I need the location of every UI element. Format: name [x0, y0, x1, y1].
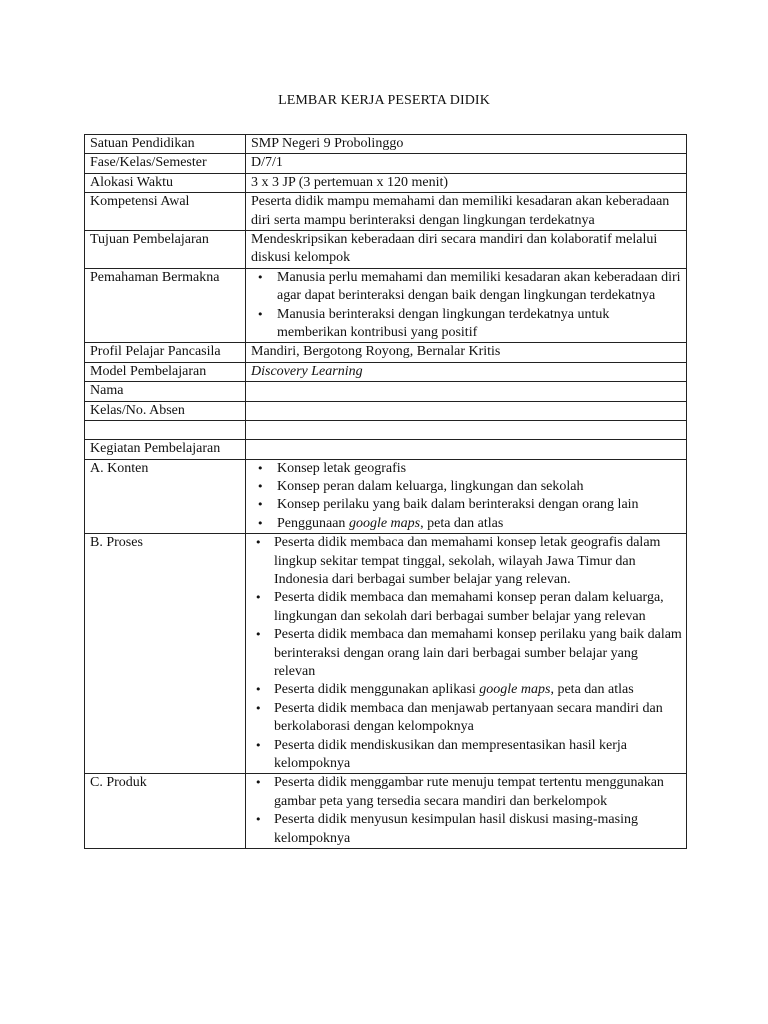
name-field[interactable] — [246, 382, 687, 401]
row-value: Mandiri, Bergotong Royong, Bernalar Kritis — [246, 343, 687, 362]
document-title: LEMBAR KERJA PESERTA DIDIK — [278, 93, 490, 108]
list-item: • Konsep letak geografis — [277, 460, 682, 478]
row-value: D/7/1 — [246, 154, 687, 173]
row-label: Kompetensi Awal — [85, 193, 246, 231]
table-row — [85, 440, 687, 459]
row-value: 3 x 3 JP (3 pertemuan x 120 menit) — [246, 173, 687, 192]
blank-cell — [246, 421, 687, 440]
row-label: Model Pembelajaran — [85, 362, 246, 381]
row-label: Alokasi Waktu — [85, 173, 246, 192]
bullet-list — [251, 460, 682, 534]
blank-cell — [85, 421, 246, 440]
list-item: • Konsep peran dalam keluarga, lingkungan dan sekolah — [277, 478, 682, 496]
table-row — [85, 382, 687, 401]
table-row — [85, 135, 687, 154]
row-label: Tujuan Pembelajaran — [85, 231, 246, 269]
bullet-list — [251, 269, 682, 343]
row-label: Pemahaman Bermakna — [85, 268, 246, 343]
list-item-text: , peta dan atlas — [550, 682, 634, 698]
list-item-text: Peserta didik menggunakan aplikasi — [274, 682, 480, 698]
row-value — [246, 268, 687, 343]
table-row — [85, 421, 687, 440]
blank-cell — [246, 440, 687, 459]
list-item: • Peserta didik menggambar rute menuju tempat tertentu menggunakan gambar peta yang tersedia secara mandiri dan berkelompok — [274, 774, 682, 811]
list-item-text: Penggunaan — [277, 515, 349, 531]
row-value — [246, 459, 687, 534]
list-item: • Manusia perlu memahami dan memiliki kesadaran akan keberadaan diri agar dapat berinteraksi dengan baik dengan lingkungan terdekatnya — [277, 269, 682, 306]
bullet-list — [251, 774, 682, 848]
list-item: • Peserta didik membaca dan memahami konsep perilaku yang baik dalam berinteraksi dengan orang lain dari berbagai sumber belajar yang relevan — [274, 626, 682, 681]
row-label: Fase/Kelas/Semester — [85, 154, 246, 173]
table-row — [85, 343, 687, 362]
table-row — [85, 774, 687, 849]
row-label: Kegiatan Pembelajaran — [85, 440, 246, 459]
row-label: Satuan Pendidikan — [85, 135, 246, 154]
table-row — [85, 231, 687, 269]
lkpd-table — [84, 134, 687, 849]
row-label: C. Produk — [85, 774, 246, 849]
list-item: • Konsep perilaku yang baik dalam berinteraksi dengan orang lain — [277, 496, 682, 514]
table-row — [85, 534, 687, 774]
class-number-field[interactable] — [246, 401, 687, 420]
table-row — [85, 268, 687, 343]
list-item: • Peserta didik membaca dan menjawab pertanyaan secara mandiri dan berkolaborasi dengan kelompoknya — [274, 700, 682, 737]
row-value: Discovery Learning — [246, 362, 687, 381]
list-item: • Peserta didik membaca dan memahami konsep peran dalam keluarga, lingkungan dan sekolah dari berbagai sumber belajar yang relevan — [274, 589, 682, 626]
list-item-italic: google maps — [479, 682, 551, 698]
row-value: Peserta didik mampu memahami dan memiliki kesadaran akan keberadaan diri serta mampu berinteraksi dengan lingkungan terdekatnya — [246, 193, 687, 231]
list-item: • Peserta didik mendiskusikan dan mempresentasikan hasil kerja kelompoknya — [274, 737, 682, 774]
row-value: SMP Negeri 9 Probolinggo — [246, 135, 687, 154]
table-row — [85, 173, 687, 192]
row-label: Nama — [85, 382, 246, 401]
row-label: Kelas/No. Absen — [85, 401, 246, 420]
list-item: • Peserta didik membaca dan memahami konsep letak geografis dalam lingkup sekitar tempat tinggal, sekolah, wilayah Jawa Timur dan Indonesia dari berbagai sumber belajar yang relevan. — [274, 534, 682, 589]
table-row — [85, 193, 687, 231]
row-label: B. Proses — [85, 534, 246, 774]
row-value: Mendeskripsikan keberadaan diri secara mandiri dan kolaboratif melalui diskusi kelompok — [246, 231, 687, 269]
table-row — [85, 154, 687, 173]
row-label: A. Konten — [85, 459, 246, 534]
table-row — [85, 459, 687, 534]
row-value — [246, 534, 687, 774]
list-item — [277, 515, 682, 533]
list-item: • Peserta didik menyusun kesimpulan hasil diskusi masing-masing kelompoknya — [274, 811, 682, 848]
list-item-italic: google maps — [348, 515, 421, 531]
list-item: • Manusia berinteraksi dengan lingkungan terdekatnya untuk memberikan kontribusi yang positif — [277, 306, 682, 343]
list-item-text: , peta dan atlas — [420, 515, 504, 531]
table-row — [85, 401, 687, 420]
bullet-list — [251, 534, 682, 773]
row-value — [246, 774, 687, 849]
row-label: Profil Pelajar Pancasila — [85, 343, 246, 362]
table-row — [85, 362, 687, 381]
list-item — [274, 681, 682, 699]
